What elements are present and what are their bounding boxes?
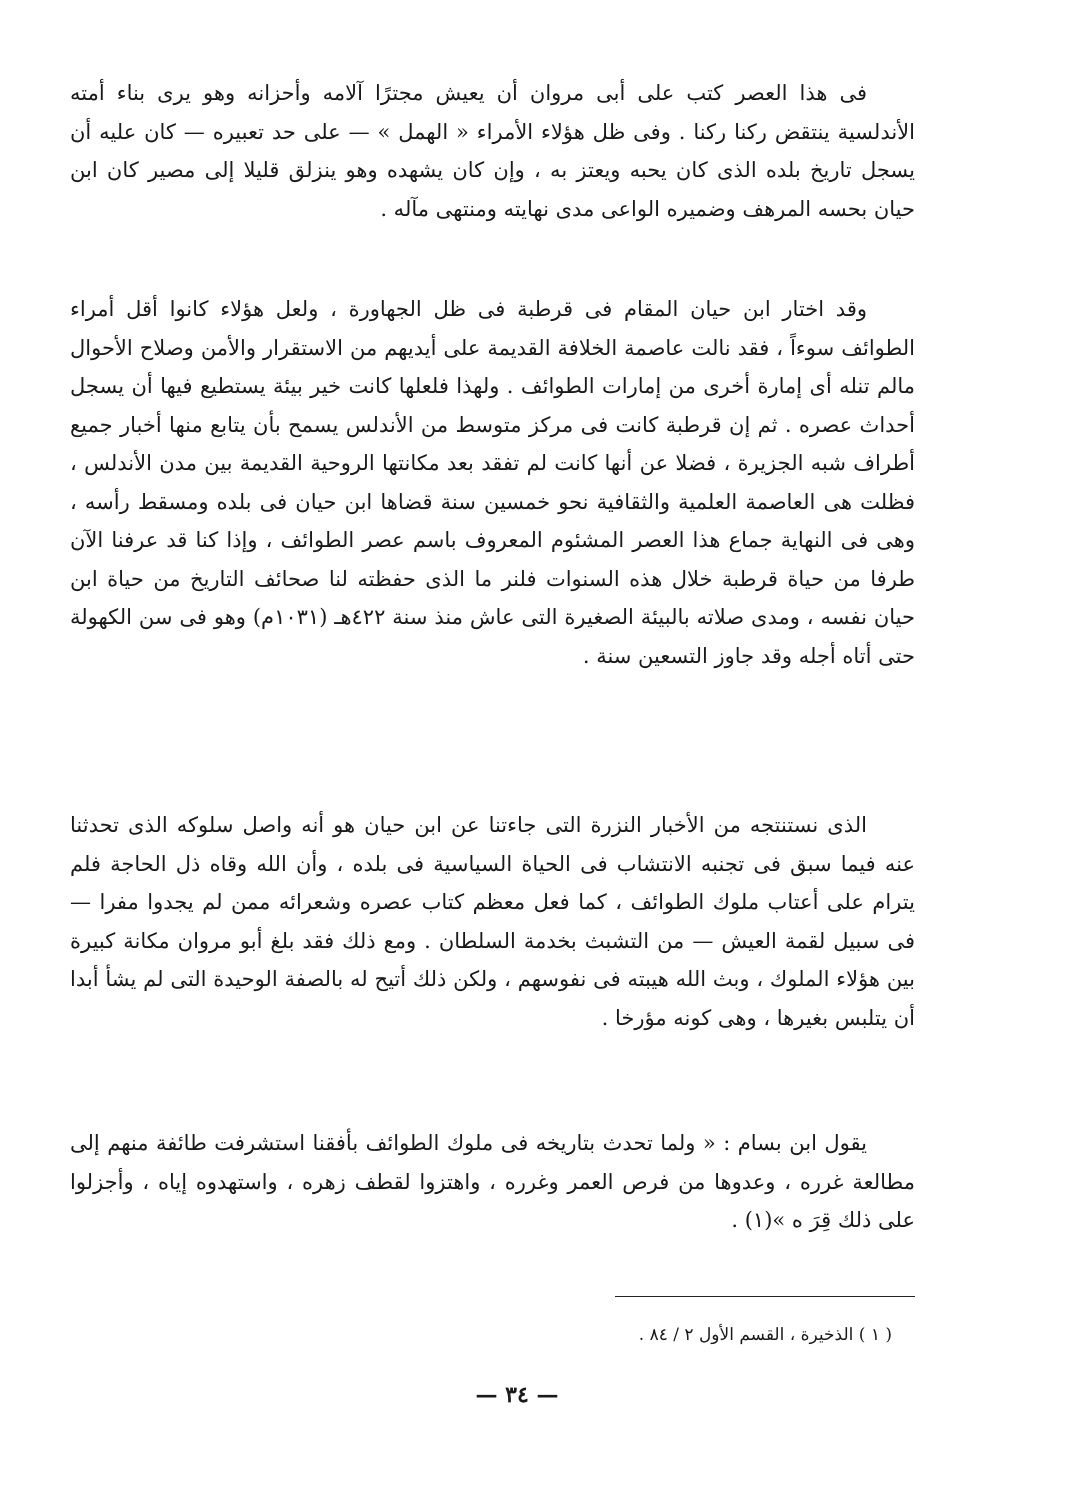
page-number: — ٣٤ — — [475, 1382, 559, 1408]
footnote: ( ١ ) الذخيرة ، القسم الأول ٢ / ٨٤ . — [638, 1325, 892, 1345]
paragraph-4-text: يقول ابن بسام : « ولما تحدث بتاريخه فى ملوك الطوائف بأفقنا استشرفت طائفة منهم إلى مطالعة غرره ، وعدوها من فرص العمر وغرره ، واهتزوا لقطف زهره ، واستهدوه إياه ، وأجزلوا على ذلك قِرَ ه »(١) . — [70, 1131, 915, 1232]
paragraph-4 — [70, 1124, 915, 1240]
paragraph-3 — [70, 806, 915, 1037]
paragraph-2-text: وقد اختار ابن حيان المقام فى قرطبة فى ظل الجهاورة ، ولعل هؤلاء كانوا أقل أمراء الطوائف سوءاً ، فقد نالت عاصمة الخلافة القديمة على أيديهم من الاستقرار والأمن وصلاح الأحوال مالم تنله أى إمارة أخرى من إمارات الطوائف . ولهذا فلعلها كانت خير بيئة يستطيع فيها أن يسجل أحداث عصره . ثم إن قرطبة كانت فى مركز متوسط من الأندلس يسمح بأن يتابع منها أخبار جميع أطراف شبه الجزيرة ، فضلا عن أنها كانت لم تفقد بعد مكانتها الروحية القديمة بين مدن الأندلس ، فظلت هى العاصمة العلمية والثقافية نحو خمسين سنة قضاها ابن حيان فى بلده ومسقط رأسه ، وهى فى النهاية جماع هذا العصر المشئوم المعروف باسم عصر الطوائف ، وإذا كنا قد عرفنا الآن طرفا من حياة قرطبة خلال هذه السنوات فلنر ما الذى حفظته لنا صحائف التاريخ من حياة ابن حيان نفسه ، ومدى صلاته بالبيئة الصغيرة التى عاش منذ سنة ٤٢٢هـ (١٠٣١م) وهو فى سن الكهولة حتى أتاه أجله وقد جاوز التسعين سنة . — [70, 297, 915, 668]
paragraph-1-text: فى هذا العصر كتب على أبى مروان أن يعيش مجترًا آلامه وأحزانه وهو يرى بناء أمته الأندلسية ينتقض ركنا ركنا . وفى ظل هؤلاء الأمراء « الهمل » — على حد تعبيره — كان عليه أن يسجل تاريخ بلده الذى كان يحبه ويعتز به ، وإن كان يشهده وهو ينزلق قليلا إلى مصير كان ابن حيان بحسه المرهف وضميره الواعى مدى نهايته ومنتهى مآله . — [70, 81, 915, 221]
paragraph-2 — [70, 290, 915, 675]
paragraph-1 — [70, 74, 915, 228]
footnote-divider — [615, 1296, 915, 1297]
paragraph-3-text: الذى نستنتجه من الأخبار النزرة التى جاءتنا عن ابن حيان هو أنه واصل سلوكه الذى تحدثنا عنه فيما سبق فى تجنبه الانتشاب فى الحياة السياسية فى بلده ، وأن الله وقاه ذل الحاجة فلم يترام على أعتاب ملوك الطوائف ، كما فعل معظم كتاب عصره وشعرائه ممن لم يجدوا مفرا — فى سبيل لقمة العيش — من التشبث بخدمة السلطان . ومع ذلك فقد بلغ أبو مروان مكانة كبيرة بين هؤلاء الملوك ، وبث الله هيبته فى نفوسهم ، ولكن ذلك أتيح له بالصفة الوحيدة التى لم يشأ أبدا أن يتلبس بغيرها ، وهى كونه مؤرخا . — [70, 813, 916, 1030]
